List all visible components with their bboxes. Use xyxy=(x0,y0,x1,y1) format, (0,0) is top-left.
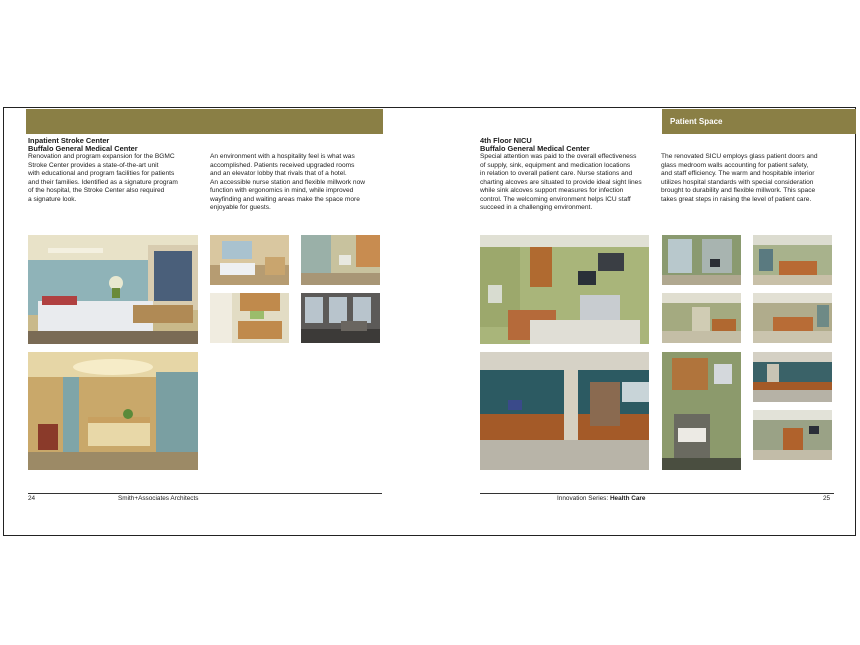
right-title-line1: 4th Floor NICU xyxy=(480,136,532,145)
patient-room-chair-photo xyxy=(301,235,380,285)
text-line: glass medroom walls accounting for patient safety, xyxy=(661,161,809,169)
text-line: function with ergonomics in mind, while improved xyxy=(210,187,354,194)
right-title xyxy=(480,137,590,154)
nicu-sink-cabinet-photo xyxy=(662,352,741,470)
text-line: Stroke Center provides a state-of-the-art unit xyxy=(28,161,159,169)
text-line: An environment with a hospitality feel is what was xyxy=(210,153,355,160)
text-line: brought to durability and flexible millwork. This space xyxy=(661,187,816,194)
sink-alcove-photo xyxy=(210,293,289,343)
left-title xyxy=(28,137,138,154)
text-line: utilizes hospital standards with special consideration xyxy=(661,178,814,186)
text-line: control. The welcoming environment helps ICU staff xyxy=(480,195,631,203)
section-label: Patient Space xyxy=(670,117,723,126)
text-line: Renovation and program expansion for the BGMC xyxy=(28,153,175,160)
left-paragraph-2 xyxy=(210,153,388,213)
nurse-station-lobby-photo xyxy=(28,352,198,470)
right-paragraph-2 xyxy=(661,153,851,204)
brochure-spread xyxy=(3,107,856,536)
text-line: and staff efficiency. The warm and hospitable interior xyxy=(661,170,815,177)
text-line: The renovated SICU employs glass patient doors and xyxy=(661,153,818,160)
nicu-corridor-photo-2 xyxy=(753,352,832,402)
waiting-lounge-photo xyxy=(301,293,380,343)
text-line: with educational and program facilities for patients xyxy=(28,170,175,177)
text-line: takes great steps in raising the level of patient care. xyxy=(661,195,812,203)
text-line: charting alcoves are situated to provide ideal sight lines xyxy=(480,178,642,186)
right-page-number: 25 xyxy=(823,495,831,502)
left-paragraph-1 xyxy=(28,153,206,204)
left-page-number: 24 xyxy=(28,495,36,502)
nicu-patient-room-photo xyxy=(480,235,649,344)
right-paragraph-1 xyxy=(480,153,662,213)
right-title-line2: Buffalo General Medical Center xyxy=(480,144,590,154)
right-footer-series xyxy=(557,495,645,502)
series-bold: Health Care xyxy=(609,495,646,502)
text-line: while sink alcoves support measures for infection xyxy=(480,187,624,194)
text-line: a signature look. xyxy=(28,195,77,203)
left-header-bar xyxy=(26,109,383,134)
nicu-hallway-photo xyxy=(662,293,741,343)
nicu-nurse-desk-photo xyxy=(753,293,832,343)
nicu-corridor-photo xyxy=(480,352,649,470)
text-line: Special attention was paid to the overall effectiveness xyxy=(480,153,637,160)
left-footer-firm: Smith+Associates Architects xyxy=(118,495,199,502)
text-line: in relation to overall patient care. Nurse stations and xyxy=(480,170,633,177)
patient-room-photo xyxy=(28,235,198,344)
text-line: accomplished. Patients received upgraded rooms xyxy=(210,161,355,169)
series-label: Innovation Series: xyxy=(557,495,610,502)
left-footer-rule xyxy=(28,493,382,494)
text-line: An accessible nurse station and flexible millwork now xyxy=(210,178,366,186)
nicu-bay-photo xyxy=(753,410,832,460)
text-line: succeed in a challenging environment. xyxy=(480,204,593,211)
text-line: of supply, sink, equipment and medication locations xyxy=(480,161,631,169)
right-footer-rule xyxy=(480,493,834,494)
text-line: enjoyable for guests. xyxy=(210,204,271,211)
nicu-station-photo-2 xyxy=(753,235,832,285)
text-line: and an elevator lobby that rivals that of a hotel. xyxy=(210,170,347,177)
patient-room-bed-photo xyxy=(210,235,289,285)
text-line: of the hospital, the Stroke Center also required xyxy=(28,187,165,194)
right-header-bar xyxy=(662,109,856,134)
nicu-station-photo-1 xyxy=(662,235,741,285)
text-line: wayfinding and waiting areas make the space more xyxy=(210,195,360,203)
left-title-line1: Inpatient Stroke Center xyxy=(28,136,110,145)
left-title-line2: Buffalo General Medical Center xyxy=(28,144,138,154)
text-line: and their families. Identified as a signature program xyxy=(28,178,178,186)
